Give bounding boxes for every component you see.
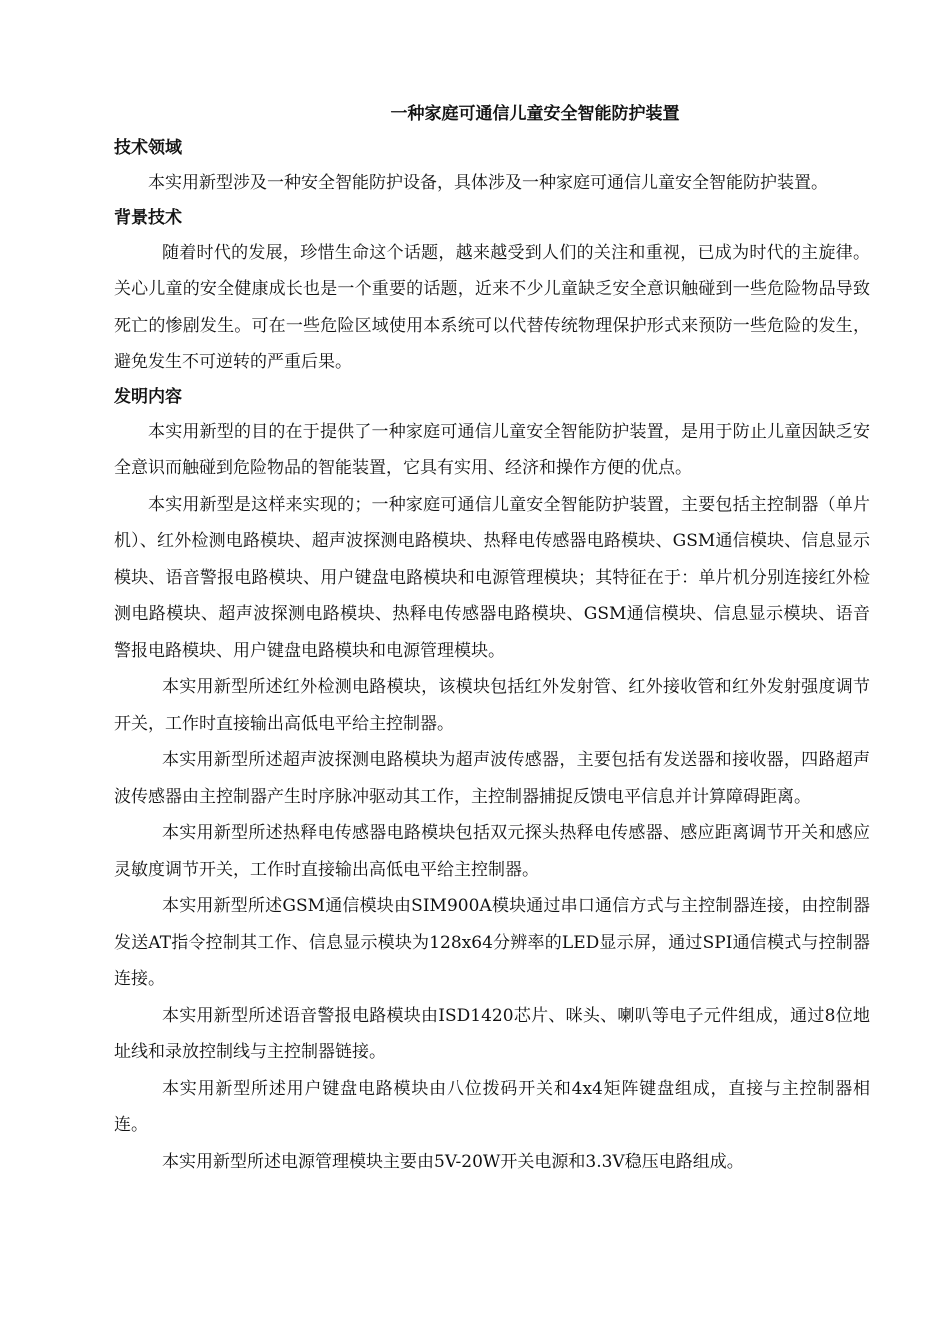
paragraph: 本实用新型所述超声波探测电路模块为超声波传感器，主要包括有发送器和接收器，四路超声波传感器由主控制器产生时序脉冲驱动其工作，主控制器捕捉反馈电平信息并计算障碍距离。 xyxy=(114,750,870,807)
section-heading-invention-content: 发明内容 xyxy=(114,386,182,407)
paragraph: 本实用新型所述热释电传感器电路模块包括双元探头热释电传感器、感应距离调节开关和感应灵敏度调节开关，工作时直接输出高低电平给主控制器。 xyxy=(114,823,870,880)
paragraph: 本实用新型所述GSM通信模块由SIM900A模块通过串口通信方式与主控制器连接，由控制器发送AT指令控制其工作、信息显示模块为128x64分辨率的LED显示屏，通过SPI通信模式与控制器连接。 xyxy=(114,896,870,989)
document-title: 一种家庭可通信儿童安全智能防护装置 xyxy=(390,104,680,124)
paragraph: 随着时代的发展，珍惜生命这个话题，越来越受到人们的关注和重视，已成为时代的主旋律。关心儿童的安全健康成长也是一个重要的话题，近来不少儿童缺乏安全意识触碰到一些危险物品导致死亡的惨剧发生。可在一些危险区域使用本系统可以代替传统物理保护形式来预防一些危险的发生，避免发生不可逆转的严重后果。 xyxy=(114,242,870,372)
paragraph: 本实用新型涉及一种安全智能防护设备，具体涉及一种家庭可通信儿童安全智能防护装置。 xyxy=(148,173,828,193)
paragraph: 本实用新型是这样来实现的；一种家庭可通信儿童安全智能防护装置，主要包括主控制器（单片机）、红外检测电路模块、超声波探测电路模块、热释电传感器电路模块、GSM通信模块、信息显示模块、语音警报电路模块、用户键盘电路模块和电源管理模块；其特征在于：单片机分别连接红外检测电路模块、超声波探测电路模块、热释电传感器电路模块、GSM通信模块、信息显示模块、语音警报电路模块、用户键盘电路模块和电源管理模块。 xyxy=(114,494,870,661)
section-heading-technical-field: 技术领域 xyxy=(114,138,182,158)
paragraph: 本实用新型所述用户键盘电路模块由八位拨码开关和4x4矩阵键盘组成，直接与主控制器相连。 xyxy=(114,1078,870,1135)
paragraph: 本实用新型所述电源管理模块主要由5V-20W开关电源和3.3V稳压电路组成。 xyxy=(162,1151,744,1172)
document-page xyxy=(114,96,870,1180)
paragraph: 本实用新型所述语音警报电路模块由ISD1420芯片、咪头、喇叭等电子元件组成，通过8位地址线和录放控制线与主控制器链接。 xyxy=(114,1005,870,1062)
section-heading-background: 背景技术 xyxy=(114,207,182,228)
paragraph: 本实用新型的目的在于提供了一种家庭可通信儿童安全智能防护装置，是用于防止儿童因缺乏安全意识而触碰到危险物品的智能装置，它具有实用、经济和操作方便的优点。 xyxy=(114,421,870,478)
paragraph: 本实用新型所述红外检测电路模块，该模块包括红外发射管、红外接收管和红外发射强度调节开关，工作时直接输出高低电平给主控制器。 xyxy=(114,677,870,734)
